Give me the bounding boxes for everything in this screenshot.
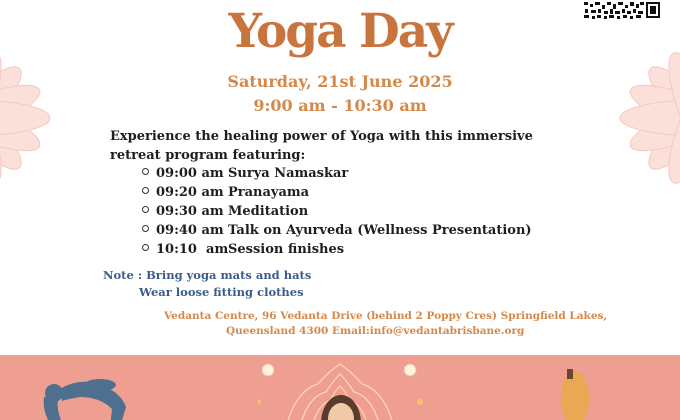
schedule-time: 09:20 am [156,185,224,200]
schedule-time: 09:40 am [156,223,224,238]
schedule-time: 09:00 am [156,166,224,181]
schedule-activity: Pranayama [228,185,310,200]
bullet-icon [142,187,149,194]
list-item [142,202,532,221]
venue-line-1: Vedanta Centre, 96 Vedanta Drive (behind 2 Poppy Cres) Springfield Lakes, [164,310,608,322]
list-item [142,164,532,183]
intro-text: Experience the healing power of Yoga with this immersive retreat program featuring: [110,129,533,163]
yoga-figure-icon [40,367,140,420]
note-line-1: Note : Bring yoga mats and hats [103,268,312,282]
venue-line-2: Queensland 4300 Email:info@vedantabrisbane.org [226,325,525,337]
schedule-list [142,164,532,259]
meditating-figure-icon [318,393,364,420]
schedule-activity: Surya Namaskar [228,166,349,181]
bullet-icon [142,225,149,232]
note-line-2: Wear loose fitting clothes [139,285,304,299]
schedule-activity: Meditation [228,204,309,219]
list-item [142,240,532,259]
bottom-banner [0,355,680,420]
list-item [142,183,532,202]
schedule-activity: Session finishes [228,242,345,257]
event-date: Saturday, 21st June 2025 [227,72,453,91]
event-time: 9:00 am - 10:30 am [253,96,427,115]
schedule-activity: Talk on Ayurveda (Wellness Presentation) [228,223,532,238]
schedule-time: 10:10 am [156,242,229,257]
bullet-icon [142,168,149,175]
list-item [142,221,532,240]
bullet-icon [142,206,149,213]
yoga-figure-icon [555,369,595,420]
schedule-time: 09:30 am [156,204,224,219]
event-title: Yoga Day [228,4,452,59]
bullet-icon [142,244,149,251]
